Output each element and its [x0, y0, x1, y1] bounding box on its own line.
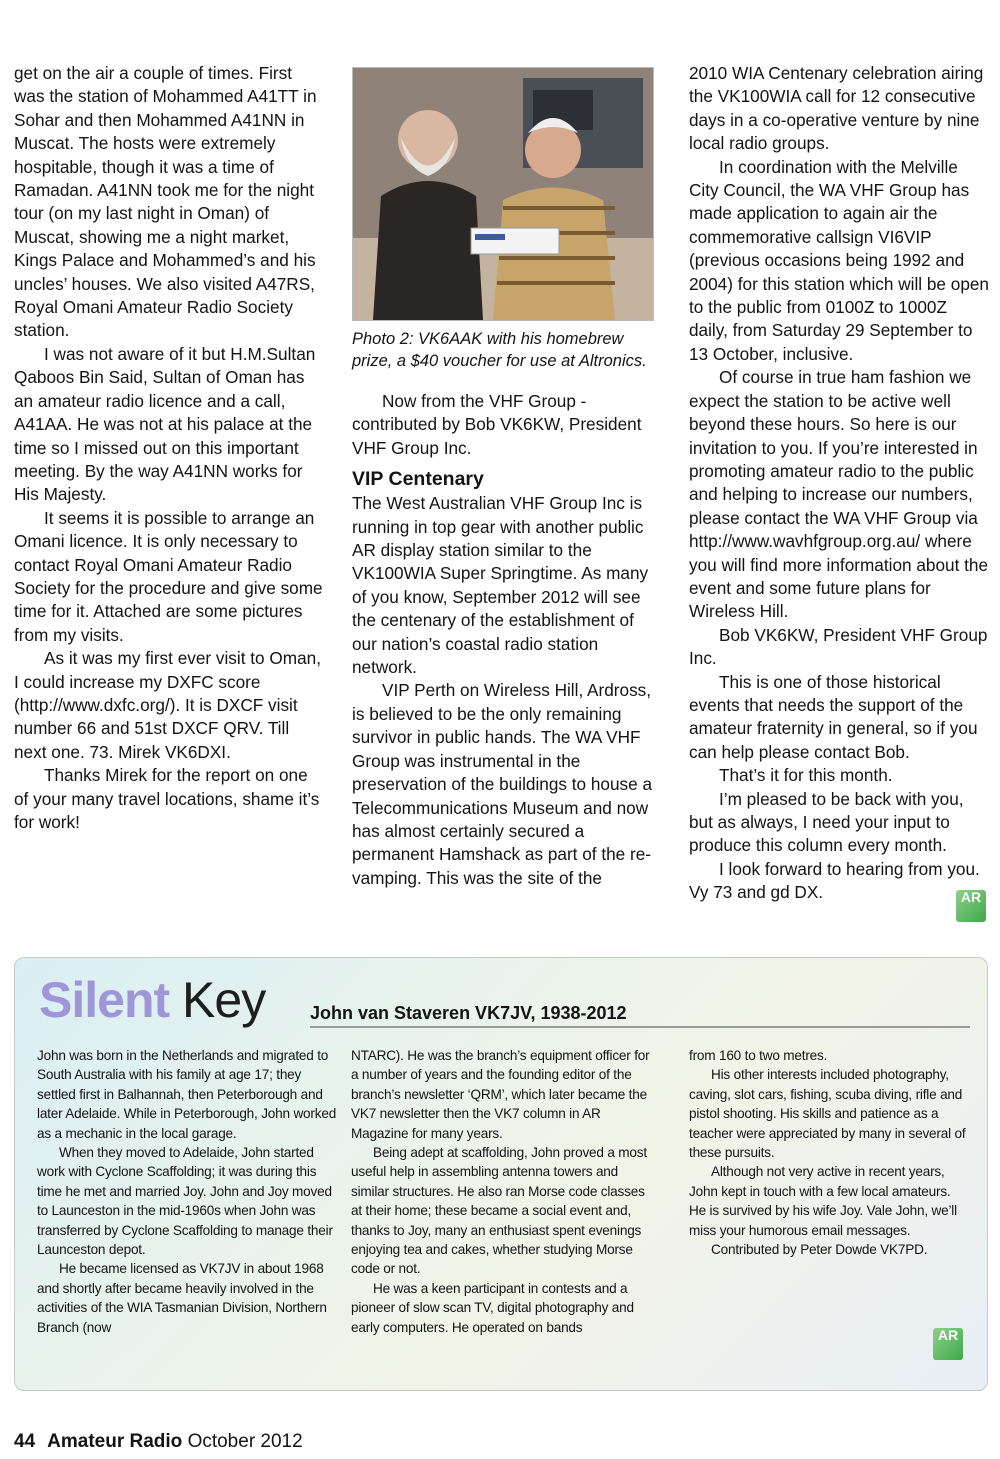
silent-key-column-1: [37, 1046, 337, 1337]
paragraph: 2010 WIA Centenary celebration airing the VK100WIA call for 12 consecutive days in a co-operative venture by nine local radio groups.: [689, 63, 984, 154]
paragraph: When they moved to Adelaide, John started work with Cyclone Scaffolding; it was during this time he met and married Joy. John and Joy moved to Launceston in the mid-1960s when John was transferred by Cyclone Scaffolding to manage their Launceston depot.: [37, 1145, 333, 1258]
paragraph: Thanks Mirek for the report on one of your many travel locations, shame it’s for work!: [14, 765, 320, 832]
paragraph: That’s it for this month.: [719, 765, 893, 786]
paragraph: I was not aware of it but H.M.Sultan Qaboos Bin Said, Sultan of Oman has an amateur radio licence and a call, A41AA. He was not at his palace at the time so I missed out on this important meeting. By the way A41NN works for His Majesty.: [14, 343, 316, 505]
magazine-name: Amateur Radio: [47, 1431, 183, 1452]
paragraph: Contributed by Peter Dowde VK7PD.: [711, 1242, 928, 1258]
page-number: 44: [14, 1431, 36, 1452]
paragraph: Of course in true ham fashion we expect the station to be active well beyond these hours. So here is our invitation to you. If you’re interested in promoting amateur radio to the public and helping to increase our numbers, please contact the WA VHF Group via http://www.wavhfgroup.org.au/ where you will find more information about the event and some future plans for Wireless Hill.: [689, 367, 989, 622]
intro-paragraph: Now from the VHF Group - contributed by Bob VK6KW, President VHF Group Inc.: [352, 391, 642, 458]
paragraph: NTARC). He was the branch’s equipment officer for a number of years and the founding editor of the branch’s newsletter ‘QRM’, which later became the VK7 newsletter then the VK7 column in AR Magazine for many years.: [351, 1048, 650, 1141]
paragraph: John was born in the Netherlands and migrated to South Australia with his family at age 17; they settled first in Balhannah, then Peterborough and later Adelaide. While in Peterborough, John worked as a mechanic in the local garage.: [37, 1048, 337, 1141]
silent-key-title-word1: Silent: [39, 972, 170, 1028]
section-heading: VIP Centenary: [352, 468, 484, 491]
paragraph: The West Australian VHF Group Inc is running in top gear with another public AR display station similar to the VK100WIA Super Springtime. As many of you know, September 2012 will see the centenary of the establishment of our nation’s coastal radio station network.: [352, 493, 649, 678]
paragraph: from 160 to two metres.: [689, 1048, 828, 1063]
paragraph: Being adept at scaffolding, John proved a most useful help in assembling antenna towers and similar structures. He also ran Morse code classes at their home; these became a social event and, thanks to Joy, many an enthusiast spent evenings enjoying tea and cakes, whether studying Morse code or not.: [351, 1145, 647, 1277]
paragraph: VIP Perth on Wireless Hill, Ardross, is believed to be the only remaining survivor in public hands. The WA VHF Group was instrumental in the preservation of the buildings to house a Telecommunications Museum and now has almost certainly secured a permanent Hamshack as part of the re-vamping. This was the site of the: [352, 680, 653, 888]
issue-date: October 2012: [187, 1431, 303, 1452]
article-column-3: [689, 62, 989, 905]
paragraph: Although not very active in recent years, John kept in touch with a few local amateurs. He is survived by his wife Joy. Vale John, we’ll miss your humorous email messages.: [689, 1164, 957, 1238]
silent-key-column-2: [351, 1046, 655, 1337]
silent-key-title-word2: Key: [182, 972, 266, 1028]
paragraph: As it was my first ever visit to Oman, I could increase my DXFC score (http://www.dxfc.org/). It is DXCF visit number 66 and 51st DXCF QRV. Till next one. 73. Mirek VK6DXI.: [14, 648, 321, 762]
silent-key-column-3: [689, 1046, 971, 1259]
photo-two-men-with-voucher: [352, 67, 654, 321]
paragraph: Bob VK6KW, President VHF Group Inc.: [689, 624, 988, 669]
silent-key-title: [39, 972, 265, 1028]
paragraph: In coordination with the Melville City Council, the WA VHF Group has made application to again air the commemorative callsign VI6VIP (previous occasions being 1992 and 2004) for this station which will be open to the public from 0100Z to 1000Z daily, from Saturday 29 September to 13 October, inclusive.: [689, 156, 989, 364]
article-column-1: [14, 62, 324, 834]
paragraph: He was a keen participant in contests and a pioneer of slow scan TV, digital photography and early computers. He operated on bands: [351, 1280, 634, 1335]
photo-illustration: [353, 68, 653, 320]
photo-caption: Photo 2: VK6AAK with his homebrew prize, a $40 voucher for use at Altronics.: [352, 330, 647, 370]
silent-key-subtitle: John van Staveren VK7JV, 1938-2012: [310, 1003, 627, 1023]
paragraph: This is one of those historical events that needs the support of the amateur fraternity in general, so if you can help please contact Bob.: [689, 671, 978, 762]
ar-logo: AR: [933, 1328, 963, 1360]
paragraph: His other interests included photography, caving, slot cars, fishing, scuba diving, rifle and pistol shooting. His skills and patience as a teacher were appreciated by many in several of these pursuits.: [689, 1067, 966, 1161]
silent-key-box: [14, 957, 988, 1391]
ar-logo: AR: [956, 890, 986, 922]
article-column-2: [352, 62, 656, 890]
paragraph: He became licensed as VK7JV in about 1968 and shortly after became heavily involved in the activities of the WIA Tasmanian Division, Northern Branch (now: [37, 1261, 327, 1335]
paragraph: I look forward to hearing from you. Vy 73 and gd DX.: [689, 858, 980, 903]
divider: [310, 1026, 970, 1028]
page-footer: [14, 1431, 303, 1453]
paragraph: It seems it is possible to arrange an Omani licence. It is only necessary to contact Royal Omani Amateur Radio Society for the procedure and give some time for it. Attached are some pictures from my visits.: [14, 507, 323, 645]
paragraph: I’m pleased to be back with you, but as always, I need your input to produce this column every month.: [689, 788, 964, 856]
paragraph: get on the air a couple of times. First was the station of Mohammed A41TT in Sohar and then Mohammed A41NN in Muscat. The hosts were extremely hospitable, though it was a time of Ramadan. A41NN took me for the night tour (on my last night in Oman) of Muscat, showing me a night market, Kings Palace and Mohammed’s and his uncles’ houses. We also visited A47RS, Royal Omani Amateur Radio Society station.: [14, 63, 317, 341]
